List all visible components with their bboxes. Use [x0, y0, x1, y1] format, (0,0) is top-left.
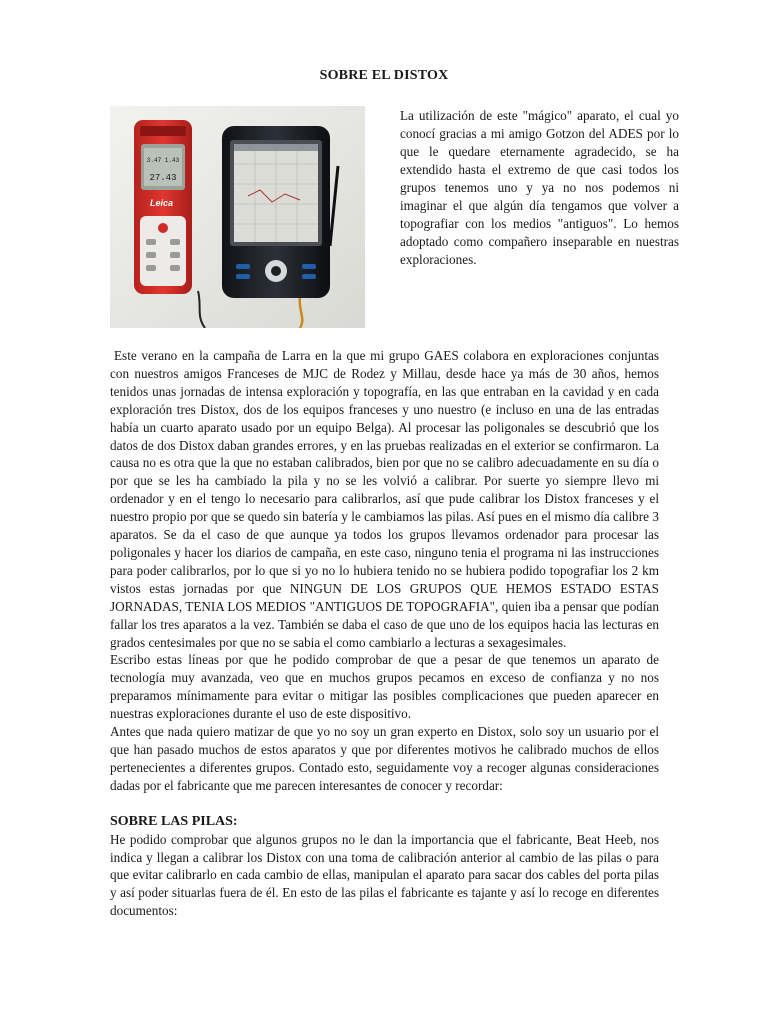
svg-text:27.43: 27.43 [149, 173, 177, 183]
paragraph-batteries: He podido comprobar que algunos grupos no le dan la importancia que el fabricante, Beat Heeb, nos indica y llegan a calibrar los Distox con una toma de calibración anterior al cambio de las pilas o para que evitar calibrarlo en cada cambio de ellas, manipulan el aparato para sacar dos cables del porta pilas y así poder situarlas fuera de él. En esto de las pilas el fabricante es tajante y así lo recoge en diferentes documentos: [110, 831, 659, 919]
article-body [110, 347, 659, 920]
svg-text:3.47 1.43: 3.47 1.43 [146, 157, 180, 164]
svg-text:Leica: Leica [150, 198, 174, 208]
intro-paragraph: La utilización de este "mágico" aparato, el cual yo conocí gracias a mi amigo Gotzon del ADES por lo que le quedare eternamente agradecido, se ha extendido hasta el extremo de que casi todos los grupos tenemos uno y ya no nos podemos ni imaginar el que algún día tengamos que volver a topografiar con los medios "antiguos". Lo hemos adoptado como compañero inseparable en nuestras exploraciones. [400, 108, 679, 267]
distox-photo [110, 106, 365, 328]
pda-device [222, 126, 330, 298]
paragraph-larra-campaign: Este verano en la campaña de Larra en la que mi grupo GAES colabora en exploraciones conjuntas con nuestros amigos Franceses de MJC de Rodez y Millau, desde hace ya más de 30 años, hemos tenidos unas jornadas de intensa exploración y topografía, en las que entraban en la cavidad y en cada exploración tres Distox, dos de los equipos franceses y uno nuestro (e incluso en una de las entradas había un cuarto aparato usado por un equipo Belga). Al procesar las poligonales se descubrió que los datos de dos Distox daban grandes errores, y en las pruebas realizadas en el exterior se confirmaron. La causa no es otra que la que no estaban calibrados, bien por que no se calibro adecuadamente en su día o por que se les ha cambiado la pila y no se les volvió a calibrar. Por suerte yo siempre llevo mi ordenador y en el tengo lo necesario para calibrarlos, así que pude calibrar los Distox franceses y el nuestro propio por que se quedo sin batería y le cambiamos las pilas. Así pues en el mismo día calibre 3 aparatos. Se da el caso de que aunque ya todos los grupos llevamos ordenador para procesar las poligonales y hacer los diarios de campaña, en este caso, ninguno tenia el programa ni las instrucciones para poder calibrarlos, por lo que si yo no lo hubiera tenido no se hubiera podido topografiar los 2 km vistos estas jornadas por que NINGUN DE LOS GRUPOS QUE HEMOS ESTADO ESTAS JORNADAS, TENIA LOS MEDIOS "ANTIGUOS DE TOPOGRAFIA", quien iba a pensar que podían fallar los tres aparatos a la vez. También se daba el caso de que uno de los equipos hacia las lecturas en grados centesimales por que no se sabia el como cambiarlo a lecturas a sexagesimales. [110, 348, 659, 650]
distox-device [134, 120, 192, 294]
page-title: SOBRE EL DISTOX [319, 68, 449, 83]
distox-photo-illustration [110, 106, 365, 328]
paragraph-disclaimer: Antes que nada quiero matizar de que yo no soy un gran experto en Distox, solo soy un usuario por el que han pasado muchos de estos aparatos y que por diferentes motivos he calibrado muchos de ellos pertenecientes a diferentes grupos. Contado esto, seguidamente voy a recoger algunas consideraciones dadas por el fabricante que me parecen interesantes de conocer y recordar: [110, 724, 659, 793]
paragraph-reasons: Escribo estas líneas por que he podido comprobar de que a pesar de que tenemos un aparato de tecnología muy avanzada, veo que en muchos grupos pecamos en exceso de confianza y no nos preparamos mínimamente para evitar o mitigar las posibles complicaciones que pueden aparecer en nuestras exploraciones durante el uso de este dispositivo. [110, 652, 659, 722]
section-heading-batteries: SOBRE LAS PILAS: [110, 813, 238, 829]
